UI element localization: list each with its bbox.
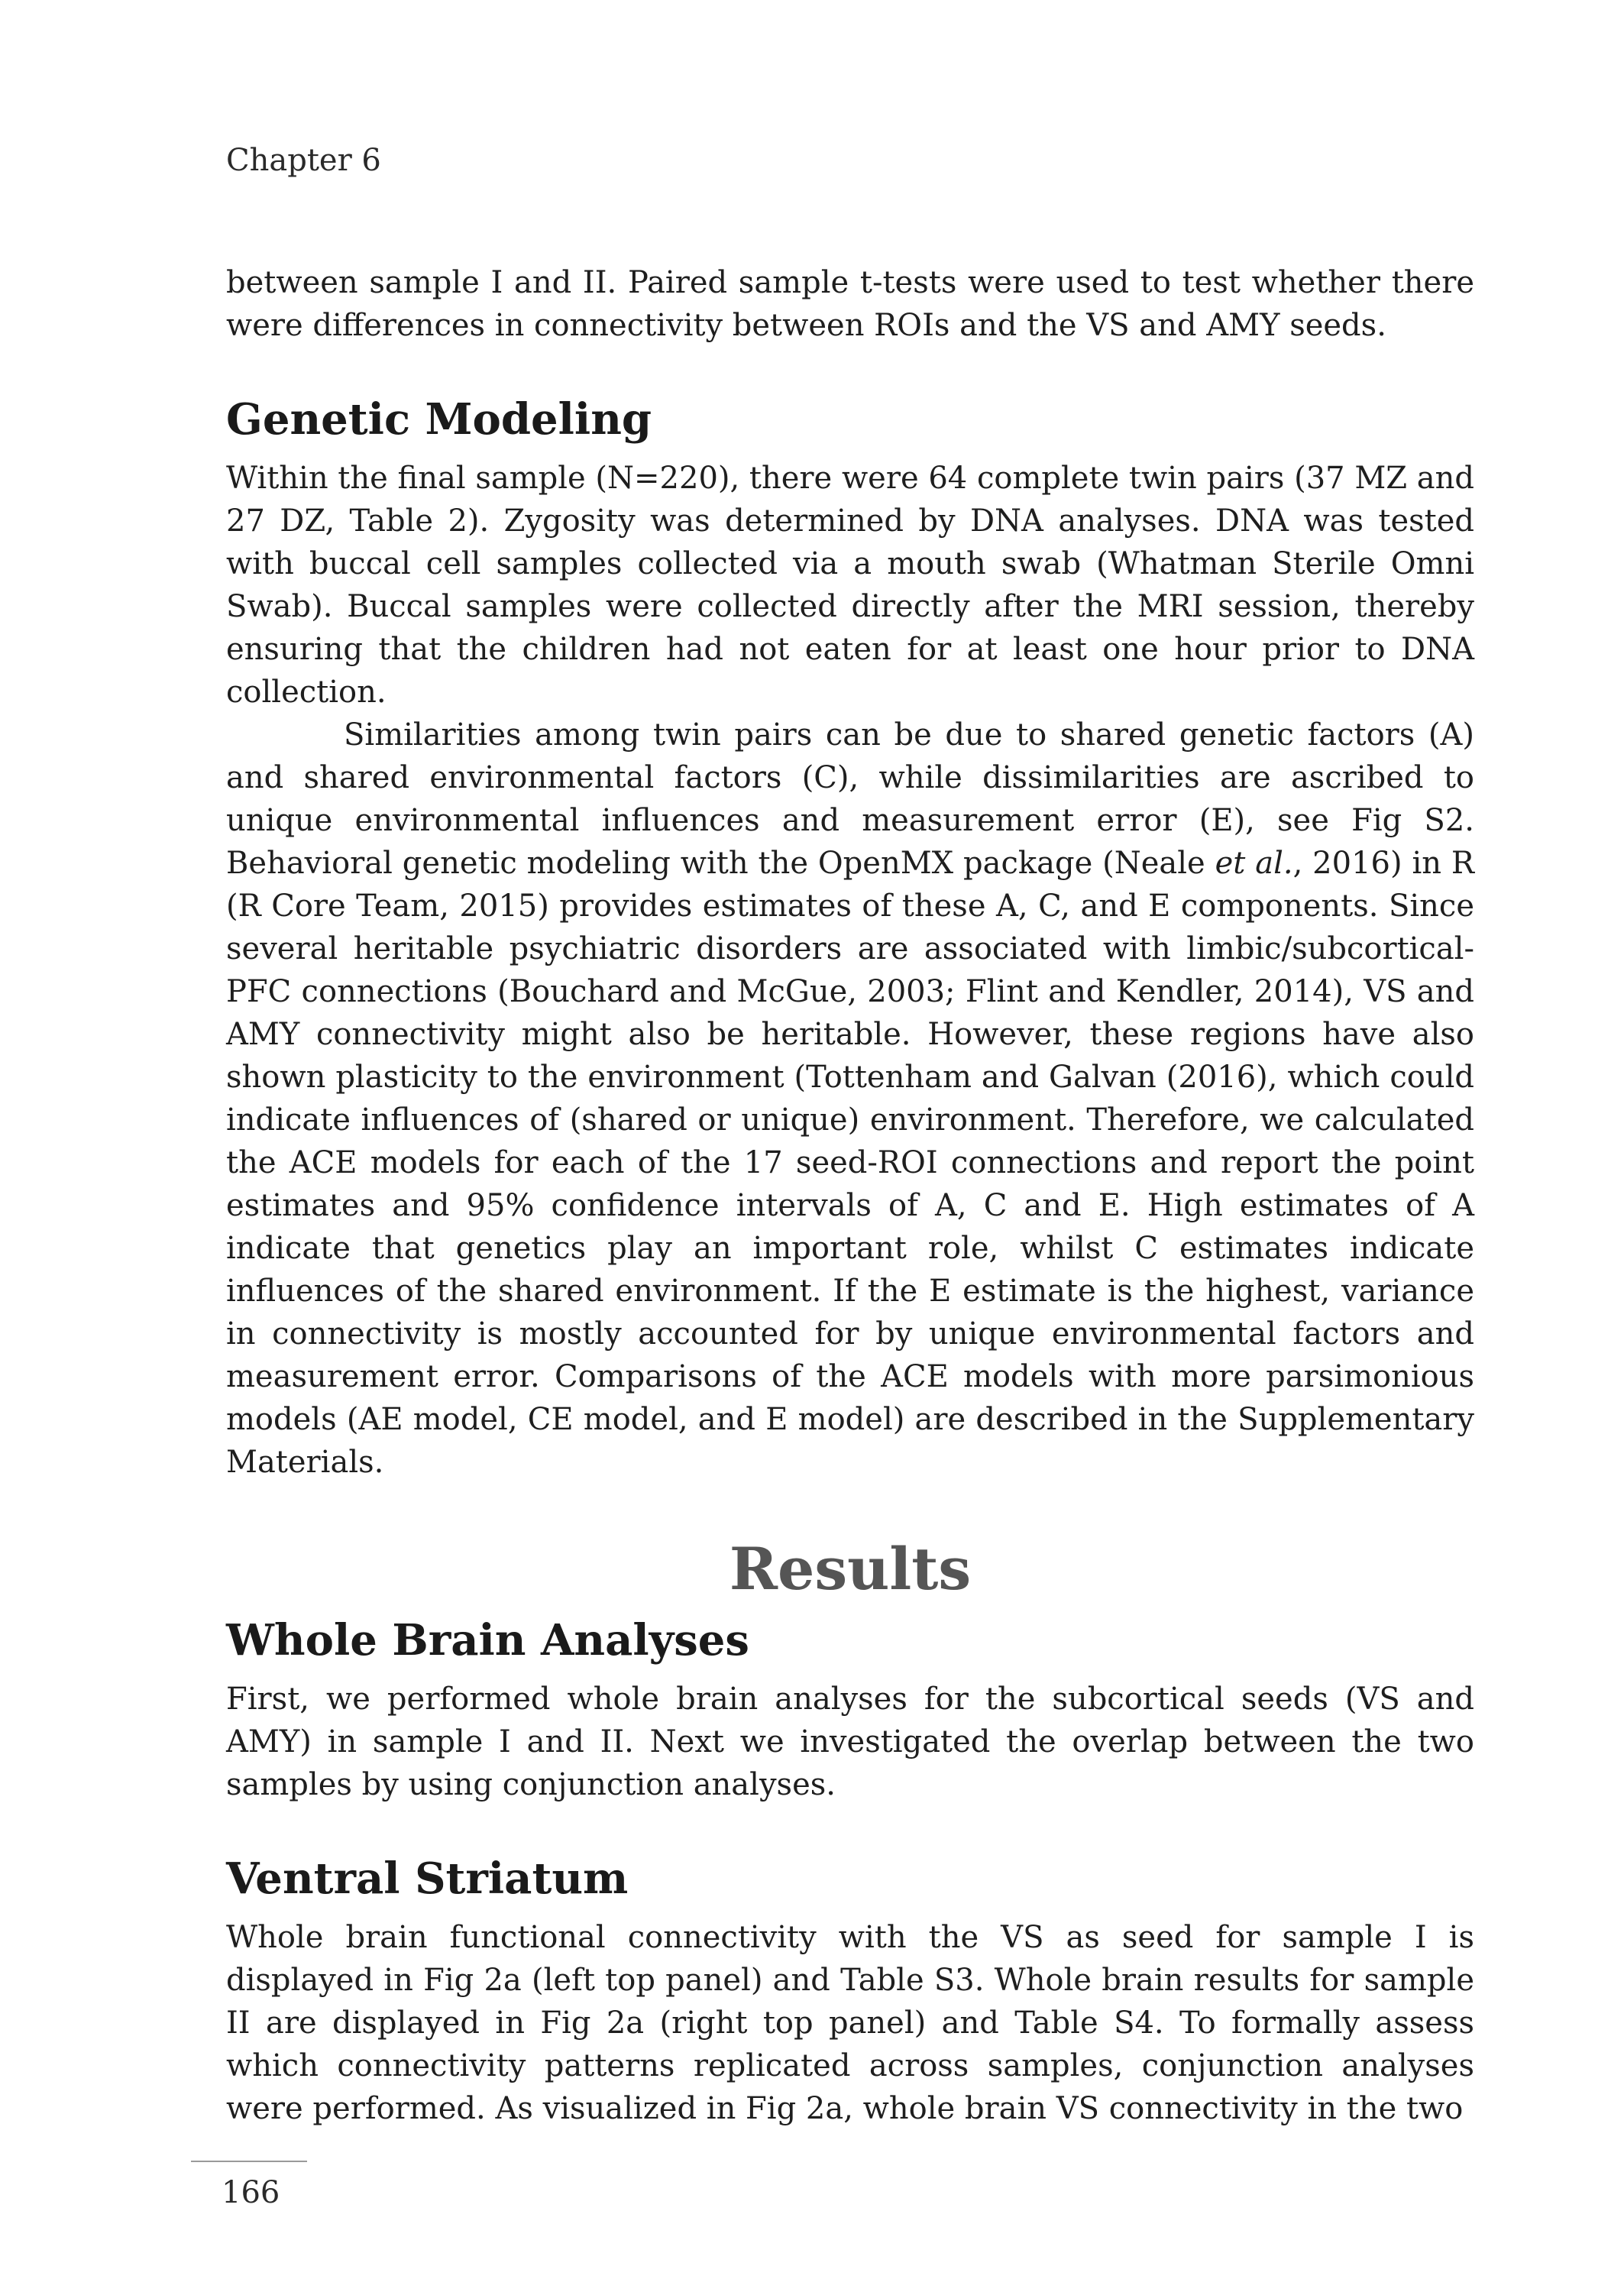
heading-results: Results (729, 1535, 972, 1603)
heading-ventral-striatum: Ventral Striatum (226, 1853, 629, 1904)
whole-brain-paragraph: First, we performed whole brain analyses for the subcortical seeds (VS and AMY) in sample I and II. Next we investigated the overlap between the two samples by using conjunction analyses. (226, 1682, 1474, 1802)
heading-genetic-modeling: Genetic Modeling (226, 394, 652, 445)
page-number: 166 (222, 2175, 280, 2210)
running-head: Chapter 6 (226, 143, 381, 178)
intro-paragraph: between sample I and II. Paired sample t-tests were used to test whether there were differences in connectivity between ROIs and the VS and AMY seeds. (226, 265, 1474, 343)
genetic-modeling-paragraph-2 (226, 714, 1474, 1484)
genetic-modeling-paragraph-1: Within the final sample (N=220), there were 64 complete twin pairs (37 MZ and 27 DZ, Table 2). Zygosity was determined by DNA analyses. DNA was tested with buccal cell samples collected via a mouth swab (Whatman Sterile Omni Swab). Buccal samples were collected directly after the MRI session, thereby ensuring that the children had not eaten for at least one hour prior to DNA collection. (226, 461, 1475, 710)
heading-whole-brain-analyses: Whole Brain Analyses (226, 1615, 749, 1666)
page-content (226, 261, 1474, 2130)
genetic-paragraph-2-end: , 2016) in R (R Core Team, 2015) provides estimates of these A, C, and E components. Since several heritable psychiatric disorders are associated with limbic/subcortical-PFC connections (Bouchard and McGue, 2003; Flint and Kendler, 2014), VS and AMY connectivity might also be heritable. However, these regions have also shown plasticity to the environment (Tottenham and Galvan (2016), which could indicate influences of (shared or unique) environment. Therefore, we calculated the ACE models for each of the 17 seed-ROI connections and report the point estimates and 95% confidence intervals of A, C and E. High estimates of A indicate that genetics play an important role, whilst C estimates indicate influences of the shared environment. If the E estimate is the highest, variance in connectivity is mostly accounted for by unique environmental factors and measurement error. Comparisons of the ACE models with more parsimonious models (AE model, CE model, and E model) are described in the Supplementary Materials. (226, 846, 1474, 1480)
citation-et-al: et al. (1215, 846, 1293, 881)
genetic-paragraph-2-start: Similarities among twin pairs can be due to shared genetic factors (A) and shared environmental factors (C), while dissimilarities are ascribed to unique environmental influences and measurement error (E), see Fig S2. Behavioral genetic modeling with the OpenMX package (Neale (226, 717, 1474, 881)
ventral-striatum-paragraph: Whole brain functional connectivity with the VS as seed for sample I is displayed in Fig 2a (left top panel) and Table S3. Whole brain results for sample II are displayed in Fig 2a (right top panel) and Table S4. To formally assess which connectivity patterns replicated across samples, conjunction analyses were performed. As visualized in Fig 2a, whole brain VS connectivity in the two (226, 1920, 1474, 2126)
footer-rule (191, 2161, 307, 2162)
